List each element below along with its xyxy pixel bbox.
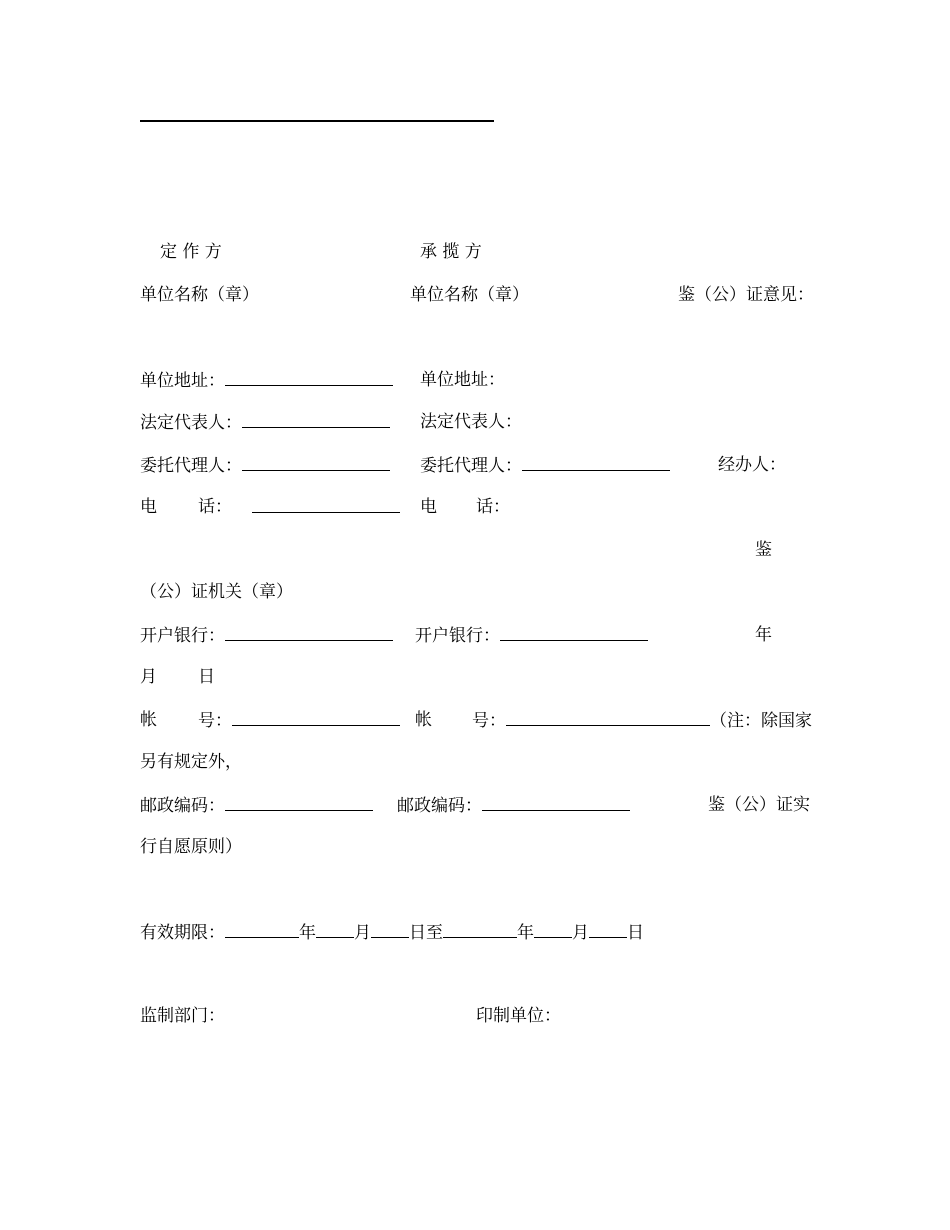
validity-row	[140, 922, 644, 943]
date-year-label: 年	[755, 625, 772, 645]
party-b-bank-label: 开户银行：	[415, 626, 500, 646]
party-a-account-a: 帐	[140, 710, 157, 730]
party-a-bank-row	[140, 625, 393, 646]
party-b-phone-b: 话：	[476, 497, 510, 517]
party-b-account-label: 号：	[472, 711, 506, 731]
party-a-phone-field[interactable]	[252, 497, 400, 513]
notary-opinion-label: 鉴（公）证意见：	[678, 285, 814, 305]
party-b-account-field[interactable]	[506, 710, 710, 726]
note-line-3: 鉴（公）证实	[708, 795, 810, 815]
party-a-legal-rep-label: 法定代表人：	[140, 413, 242, 433]
validity-start-month-field[interactable]	[316, 922, 354, 938]
party-a-unit-name-label: 单位名称（章）	[140, 285, 259, 305]
party-a-bank-label: 开户银行：	[140, 626, 225, 646]
party-a-bank-field[interactable]	[225, 625, 393, 641]
party-a-legal-rep-row	[140, 412, 390, 433]
party-b-agent-field[interactable]	[522, 455, 670, 471]
party-a-postcode-row	[140, 795, 373, 816]
party-b-account-a: 帐	[415, 710, 432, 730]
validity-label: 有效期限：	[140, 923, 225, 943]
party-b-postcode-label: 邮政编码：	[397, 796, 482, 816]
handler-label: 经办人：	[718, 455, 786, 475]
party-b-legal-rep-label: 法定代表人：	[420, 412, 522, 432]
note-line-2: 另有规定外，	[140, 752, 242, 772]
party-b-postcode-field[interactable]	[482, 795, 630, 811]
party-b-agent-row	[420, 455, 670, 476]
date-month-label: 月	[140, 667, 157, 687]
top-rule	[140, 120, 494, 122]
party-a-header: 定 作 方	[160, 242, 222, 262]
supervisor-label: 监制部门：	[140, 1006, 225, 1026]
validity-start-year-label: 年	[299, 923, 316, 943]
party-b-header: 承 揽 方	[420, 242, 482, 262]
party-b-postcode-row	[397, 795, 630, 816]
notary-org-label-2: （公）证机关（章）	[140, 582, 293, 602]
party-a-phone-b: 话：	[198, 497, 232, 517]
party-a-phone-row	[252, 497, 400, 518]
validity-to-label: 日至	[409, 923, 443, 943]
party-a-address-label: 单位地址：	[140, 371, 225, 391]
party-a-address-row	[140, 370, 393, 391]
party-a-agent-field[interactable]	[242, 455, 390, 471]
party-a-postcode-field[interactable]	[225, 795, 373, 811]
party-a-legal-rep-field[interactable]	[242, 412, 390, 428]
party-a-account-field[interactable]	[232, 710, 400, 726]
date-day-label: 日	[198, 667, 215, 687]
validity-end-day-label: 日	[627, 923, 644, 943]
validity-start-year-field[interactable]	[225, 922, 299, 938]
validity-end-day-field[interactable]	[589, 922, 627, 938]
note-line-1: （注：除国家	[710, 711, 812, 731]
party-a-account-row	[198, 710, 400, 731]
notary-org-label-1: 鉴	[755, 540, 772, 560]
validity-end-month-field[interactable]	[534, 922, 572, 938]
party-a-agent-label: 委托代理人：	[140, 456, 242, 476]
party-a-postcode-label: 邮政编码：	[140, 796, 225, 816]
validity-end-year-field[interactable]	[443, 922, 517, 938]
party-a-agent-row	[140, 455, 390, 476]
party-a-phone-a: 电	[140, 497, 157, 517]
party-b-bank-field[interactable]	[500, 625, 648, 641]
party-b-agent-label: 委托代理人：	[420, 456, 522, 476]
validity-end-year-label: 年	[517, 923, 534, 943]
note-line-4: 行自愿原则）	[140, 837, 242, 857]
party-b-unit-name-label: 单位名称（章）	[410, 285, 529, 305]
party-b-account-row	[472, 710, 812, 731]
party-a-address-field[interactable]	[225, 370, 393, 386]
validity-end-month-label: 月	[572, 923, 589, 943]
printer-label: 印制单位：	[476, 1006, 561, 1026]
party-b-bank-row	[415, 625, 648, 646]
validity-start-month-label: 月	[354, 923, 371, 943]
party-b-address-label: 单位地址：	[420, 370, 505, 390]
party-a-account-label: 号：	[198, 711, 232, 731]
validity-start-day-field[interactable]	[371, 922, 409, 938]
party-b-phone-a: 电	[420, 497, 437, 517]
